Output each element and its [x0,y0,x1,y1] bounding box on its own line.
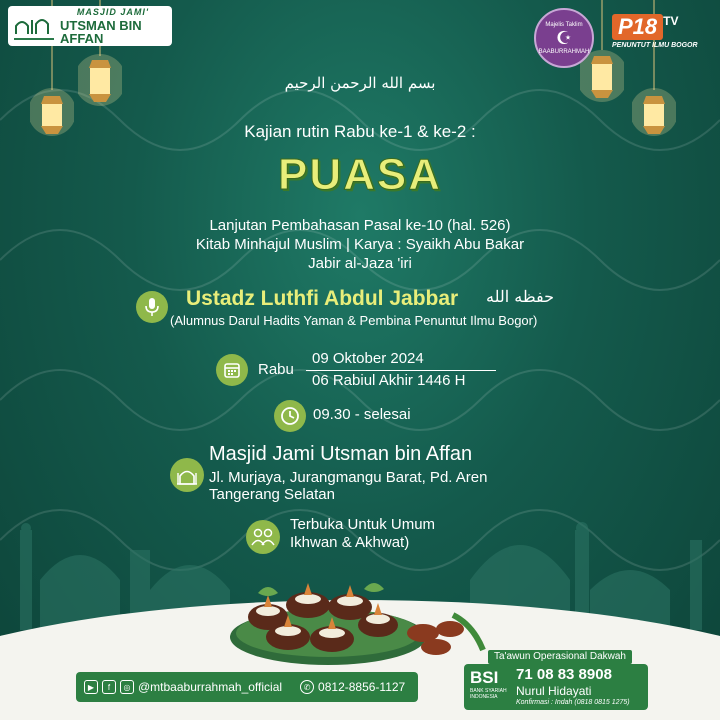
donation-confirm: Konfirmasi : Indah (0818 0815 1275) [516,699,630,706]
logo-line2: UTSMAN BIN AFFAN [60,17,142,46]
social-bar [76,672,418,702]
bsi-logo [470,668,512,706]
kajian-label: Kajian rutin Rabu ke-1 & ke-2 : [244,122,476,141]
p18-brand: P18 [612,14,663,40]
social-handle[interactable]: @mtbaaburrahmah_official [138,680,283,694]
location-address-line2: Tangerang Selatan [209,486,335,503]
speaker-name: Ustadz Luthfi Abdul Jabbar [186,287,459,310]
instagram-icon[interactable]: ◎ [120,680,134,694]
people-icon [246,520,280,554]
logo-majelis-taklim [534,8,594,68]
lanjutan-line3: Jabir al-Jaza 'iri [308,255,412,272]
social-phone[interactable]: 0812-8856-1127 [318,680,406,694]
schedule-date-hijri: 06 Rabiul Akhir 1446 H [312,372,466,389]
page-title: PUASA [277,150,443,199]
schedule-time: 09.30 - selesai [313,406,411,423]
lanjutan-line2: Kitab Minhajul Muslim | Karya : Syaikh Abu Bakar [195,236,525,253]
audience-text [290,516,435,552]
logo-masjid-utsman [8,6,172,46]
mosque-icon [170,458,204,492]
clock-icon [274,400,306,432]
majelis-top-text: Majelis Taklim [545,21,583,28]
logo-p18-tv [612,14,712,58]
audience-line1: Terbuka Untuk Umum [290,516,436,533]
donation-account: 71 08 83 8908 [516,666,612,683]
location-name: Masjid Jami Utsman bin Affan [209,443,473,465]
youtube-icon[interactable]: ▶ [84,680,98,694]
schedule-date-masehi: 09 Oktober 2024 [312,350,424,367]
dates-plate-image [228,555,488,670]
p18-sub: PENUNTUT ILMU BOGOR [612,42,698,49]
date-divider [306,370,496,371]
microphone-icon [136,291,168,323]
lanjutan-text [0,216,720,273]
lanjutan-line1: Lanjutan Pembahasan Pasal ke-10 (hal. 526) [209,217,511,234]
bismillah: بسم الله الرحمن الرحيم [284,74,436,92]
calendar-icon [216,354,248,386]
mosque-logo-icon [14,12,54,40]
whatsapp-icon[interactable]: ✆ [300,680,314,694]
logo-line1: MASJID JAMI' [76,6,150,17]
bsi-bank-sub: BANK SYARIAH INDONESIA [470,688,507,700]
donation-name: Nurul Hidayati [516,684,592,698]
audience-line2: Ikhwan & Akhwat) [290,534,410,551]
location-address-line1: Jl. Murjaya, Jurangmangu Barat, Pd. Aren [209,469,488,486]
facebook-icon[interactable]: f [102,680,116,694]
majelis-mark-icon: ☪ [555,27,573,48]
location-address [209,469,549,503]
bsi-bank: BSI [470,668,499,687]
speaker-credentials: (Alumnus Darul Hadits Yaman & Pembina Penuntut Ilmu Bogor) [170,313,538,328]
p18-tv: TV [663,14,679,28]
speaker-honorific: حفظه الله [486,287,554,306]
donation-label: Ta'awun Operasional Dakwah [488,650,632,664]
schedule-day: Rabu [258,361,294,378]
majelis-bottom-text: BAABURRAHMAH [538,48,590,55]
